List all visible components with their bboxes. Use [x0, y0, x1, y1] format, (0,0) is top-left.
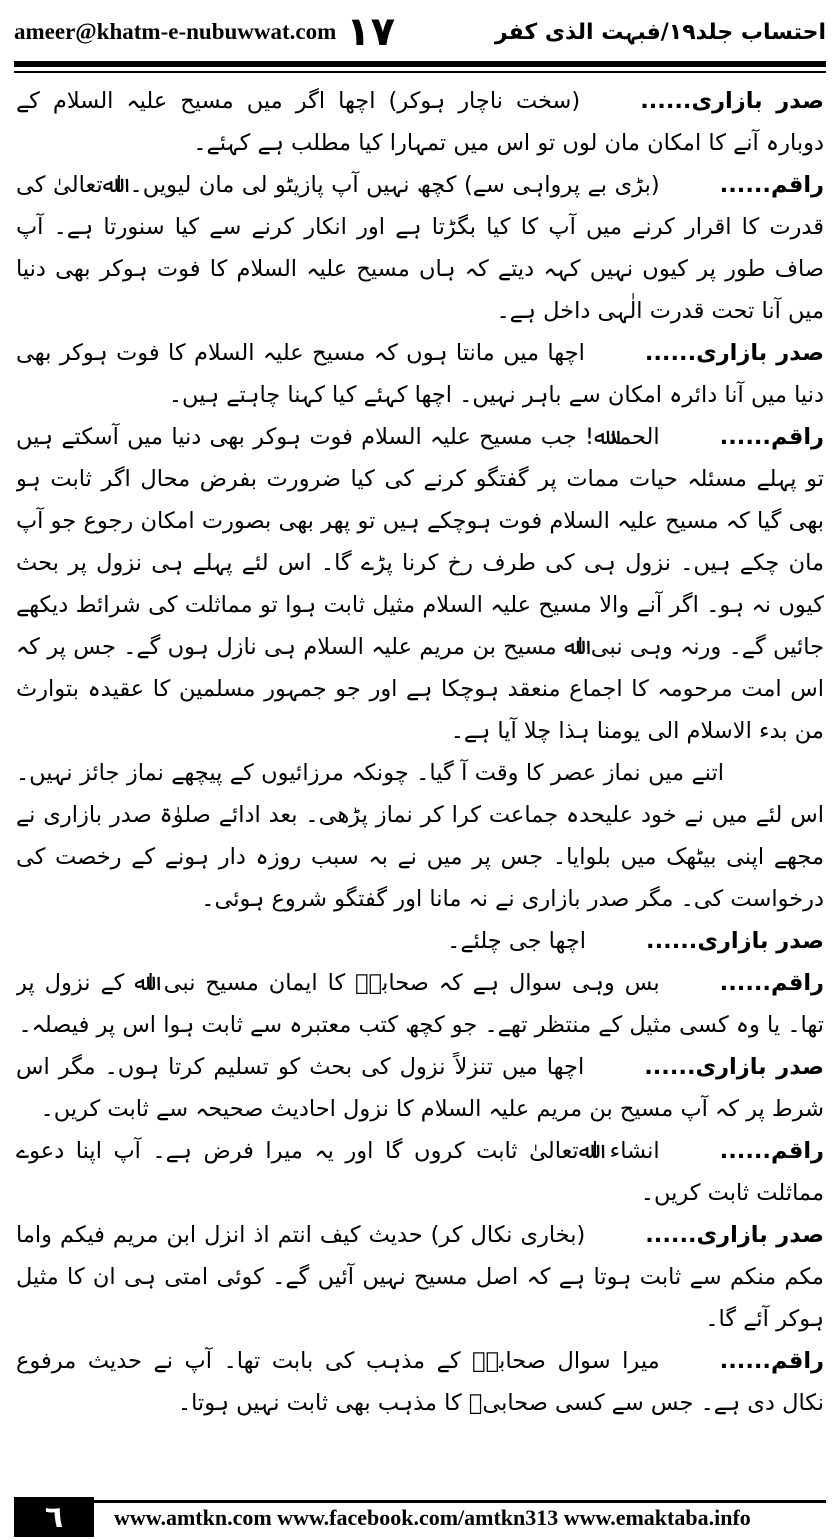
dialogue-line [16, 416, 824, 752]
page-body [16, 80, 824, 1490]
dialogue-text: (بڑی بے پرواہی سے) کچھ نہیں آپ پازیٹو لی مان لیویں۔ اﷲتعالیٰ کی قدرت کا اقرار کرنے میں آپ کا کیا بگڑتا ہے اور انکار کرنے سے کیا سنورتا ہے۔ آپ صاف طور پر کیوں نہیں کہہ دیتے کہ ہاں مسیح علیہ السلام کا فوت ہوکر بھی دنیا میں آنا تحت قدرت الٰہی داخل ہے۔ [16, 172, 824, 324]
header-page-number: ۱۷ [346, 9, 395, 55]
dialogue-line [16, 962, 824, 1046]
speaker-label: صدر بازاری...... [646, 928, 824, 954]
speaker-label: صدر بازاری...... [644, 1054, 824, 1080]
speaker-label: راقم...... [719, 1138, 824, 1164]
dialogue-text: انشاء اﷲتعالیٰ ثابت کروں گا اور یہ میرا فرض ہے۔ آپ اپنا دعوے مماثلت ثابت کریں۔ [16, 1138, 824, 1206]
dialogue-text: (بخاری نکال کر) حدیث کیف انتم اذ انزل ابن مریم فیکم واما مکم منکم سے ثابت ہوتا ہے کہ اصل مسیح نہیں آئیں گے۔ کوئی امتی ہی ان کا مثیل ہوکر آئے گا۔ [16, 1222, 824, 1332]
dialogue-line [16, 1046, 824, 1130]
header-book-title: احتساب جلد۱۹/فبہت الذی کفر [494, 19, 826, 45]
dialogue-line [16, 332, 824, 416]
dialogue-line [16, 80, 824, 164]
speaker-label: راقم...... [719, 970, 824, 996]
footer-rule [14, 1500, 826, 1503]
speaker-label: راقم...... [719, 424, 824, 450]
speaker-label: صدر بازاری...... [645, 1222, 824, 1248]
dialogue-text: اچھا میں مانتا ہوں کہ مسیح علیہ السلام کا فوت ہوکر بھی دنیا میں آنا دائرہ امکان سے باہر نہیں۔ اچھا کہئے کیا کہنا چاہتے ہیں۔ [16, 340, 824, 408]
footer-urls: www.amtkn.com www.facebook.com/amtkn313 www.emaktaba.info [114, 1505, 751, 1530]
dialogue-text: اچھا جی چلئے۔ [447, 928, 587, 954]
dialogue-line [16, 1340, 824, 1424]
speaker-label: راقم...... [719, 1348, 824, 1374]
speaker-label: صدر بازاری...... [644, 340, 824, 366]
dialogue-text: الحمدﷲ! جب مسیح علیہ السلام فوت ہوکر بھی دنیا میں آسکتے ہیں تو پہلے مسئلہ حیات ممات پر گفتگو کرنے کی کیا ضرورت بفرض محال اگر ثابت ہو بھی گیا کہ مسیح علیہ السلام فوت ہوچکے ہیں تو پھر بھی بصورت امکان رجوع جو آپ مان چکے ہیں۔ نزول ہی کی طرف رخ کرنا پڑے گا۔ اس لئے پہلے ہی نزول پر بحث کیوں نہ ہو۔ اگر آنے والا مسیح علیہ السلام مثیل ثابت ہوا تو مماثلت کی شرائط دیکھے جائیں گے۔ ورنہ وہی نبی اﷲ مسیح بن مریم علیہ السلام ہی نازل ہوں گے۔ جس پر کہ اس امت مرحومہ کا اجماع منعقد ہوچکا ہے اور جو جمہور مسلمین کا عقیدہ بتوارث من بدء الاسلام الی یومنا ہذا چلا آیا ہے۔ [16, 424, 824, 744]
speaker-label: صدر بازاری...... [640, 88, 824, 114]
dialogue-line [16, 164, 824, 332]
dialogue-line [16, 920, 824, 962]
dialogue-text: اچھا میں تنزلاً نزول کی بحث کو تسلیم کرتا ہوں۔ مگر اس شرط پر کہ آپ مسیح بن مریم علیہ السلام کا نزول احادیث صحیحہ سے ثابت کریں۔ [16, 1054, 824, 1122]
dialogue-line [16, 1214, 824, 1340]
dialogue-line [16, 1130, 824, 1214]
narration-text: اتنے میں نماز عصر کا وقت آ گیا۔ چونکہ مرزائیوں کے پیچھے نماز جائز نہیں۔ اس لئے میں نے خود علیحدہ جماعت کرا کر نماز پڑھی۔ بعد ادائے صلوٰۃ صدر بازاری نے مجھے اپنی بیٹھک میں بلوایا۔ جس پر میں نے بہ سبب روزہ دار ہونے کے رخصت کی درخواست کی۔ مگر صدر بازاری نے نہ مانا اور گفتگو شروع ہوئی۔ [16, 760, 824, 912]
header-email: ameer@khatm-e-nubuwwat.com [14, 19, 337, 44]
dialogue-text: میرا سوال صحابہؓ کے مذہب کی بابت تھا۔ آپ نے حدیث مرفوع نکال دی ہے۔ جس سے کسی صحابیؓ کا مذہب بھی ثابت نہیں ہوتا۔ [16, 1348, 824, 1416]
page-header [14, 6, 826, 58]
narration-paragraph [16, 752, 824, 920]
speaker-label: راقم...... [719, 172, 824, 198]
page-footer [14, 1497, 826, 1537]
header-rule-thin [14, 71, 826, 73]
dialogue-text: بس وہی سوال ہے کہ صحابہؓ کا ایمان مسیح نبی اﷲ کے نزول پر تھا۔ یا وہ کسی مثیل کے منتظر تھے۔ جو کچھ کتب معتبرہ سے ثابت ہوا اس پر فیصلہ۔ [16, 970, 824, 1038]
header-rule-thick [14, 61, 826, 67]
footer-page-number: ٦ [14, 1497, 94, 1537]
dialogue-text: (سخت ناچار ہوکر) اچھا اگر میں مسیح علیہ السلام کے دوبارہ آنے کا امکان مان لوں تو اس میں تمہارا کیا مطلب ہے کہئے۔ [16, 88, 824, 156]
